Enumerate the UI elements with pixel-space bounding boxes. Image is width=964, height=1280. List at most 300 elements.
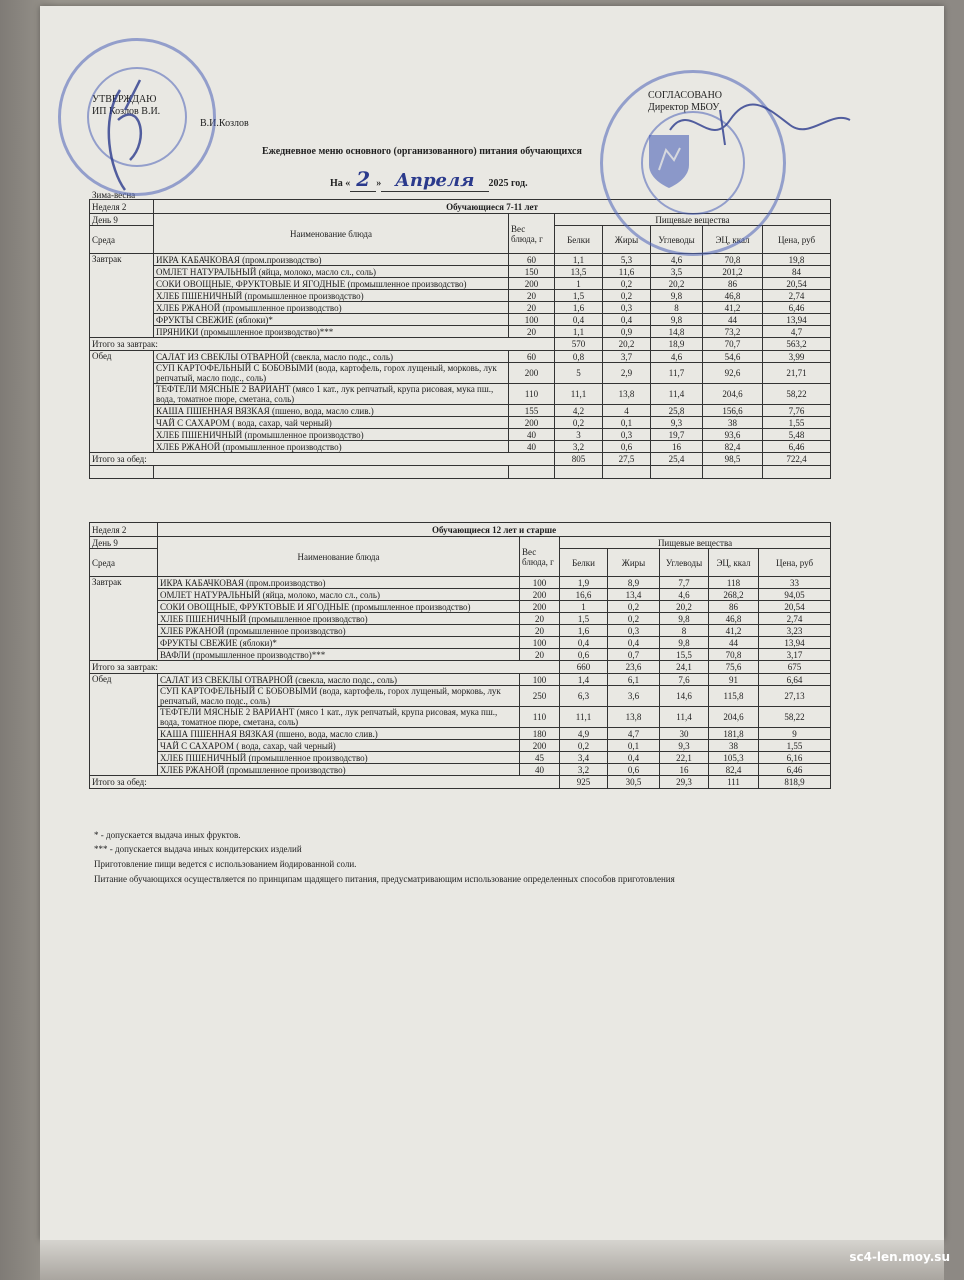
weight-value: 20 <box>509 326 555 338</box>
price-value: 9 <box>759 728 831 740</box>
weight-value: 110 <box>509 384 555 405</box>
weight-value: 100 <box>509 314 555 326</box>
price-value: 3,99 <box>763 351 831 363</box>
carbs-header: Углеводы <box>651 226 703 254</box>
energy-value: 118 <box>709 577 759 589</box>
carbs-value: 19,7 <box>651 429 703 441</box>
season-label: Зима-весна <box>92 190 136 200</box>
energy-value: 46,8 <box>709 613 759 625</box>
price-value: 19,8 <box>763 254 831 266</box>
energy-value: 204,6 <box>703 384 763 405</box>
fats-value: 0,2 <box>608 613 660 625</box>
lunch-rows <box>90 674 831 776</box>
energy-value: 91 <box>709 674 759 686</box>
proteins-value: 0,8 <box>555 351 603 363</box>
proteins-value: 1,9 <box>560 577 608 589</box>
table-row <box>90 674 831 686</box>
fats-header: Жиры <box>603 226 651 254</box>
price-value: 13,94 <box>763 314 831 326</box>
carbs-value: 11,4 <box>651 384 703 405</box>
proteins-value: 13,5 <box>555 266 603 278</box>
table-row <box>90 637 831 649</box>
breakfast-rows <box>90 577 831 661</box>
carbs-value: 14,8 <box>651 326 703 338</box>
fats-value: 0,3 <box>608 625 660 637</box>
dish-name: ХЛЕБ РЖАНОЙ (промышленное производство) <box>154 441 509 453</box>
breakfast-rows <box>90 254 831 338</box>
right-signature <box>660 90 860 160</box>
dish-name: ВАФЛИ (промышленное производство)*** <box>158 649 520 661</box>
weight-header: Вес блюда, г <box>520 537 560 577</box>
weight-value: 100 <box>520 637 560 649</box>
price-value: 7,76 <box>763 405 831 417</box>
energy-value: 92,6 <box>703 363 763 384</box>
breakfast-total-row <box>90 338 831 351</box>
dish-name: САЛАТ ИЗ СВЕКЛЫ ОТВАРНОЙ (свекла, масло подс., соль) <box>158 674 520 686</box>
weekday-cell: Среда <box>90 226 154 254</box>
fats-value: 0,2 <box>603 290 651 302</box>
fats-value: 2,9 <box>603 363 651 384</box>
note-confectionery: *** - допускается выдача иных кондитерских изделий <box>94 844 302 854</box>
date-mid: » <box>376 178 382 189</box>
carbs-value: 8 <box>660 625 709 637</box>
dish-name: ИКРА КАБАЧКОВАЯ (пром.производство) <box>154 254 509 266</box>
fats-value: 8,9 <box>608 577 660 589</box>
total-value: 570 <box>555 338 603 351</box>
day-cell: День 9 <box>90 214 154 226</box>
weight-value: 40 <box>520 764 560 776</box>
carbs-header: Углеводы <box>660 549 709 577</box>
left-signature <box>80 60 180 200</box>
weight-value: 200 <box>509 278 555 290</box>
proteins-value: 3,2 <box>555 441 603 453</box>
proteins-value: 11,1 <box>555 384 603 405</box>
fats-value: 11,6 <box>603 266 651 278</box>
table-row <box>90 290 831 302</box>
proteins-value: 11,1 <box>560 707 608 728</box>
carbs-value: 9,8 <box>651 290 703 302</box>
carbs-value: 7,7 <box>660 577 709 589</box>
approve-name: ИП Козлов В.И. <box>92 106 161 117</box>
approve-signature-name: В.И.Козлов <box>200 118 249 129</box>
proteins-value: 6,3 <box>560 686 608 707</box>
document-title: Ежедневное меню основного (организованного) питания обучающихся <box>262 146 582 157</box>
price-value: 3,23 <box>759 625 831 637</box>
date-day: 2 <box>350 167 376 192</box>
fats-value: 13,8 <box>603 384 651 405</box>
fats-value: 0,1 <box>603 417 651 429</box>
price-value: 1,55 <box>759 740 831 752</box>
table-row <box>90 764 831 776</box>
table-row <box>90 589 831 601</box>
price-value: 6,46 <box>763 441 831 453</box>
total-value: 25,4 <box>651 453 703 466</box>
energy-value: 73,2 <box>703 326 763 338</box>
total-value: 23,6 <box>608 661 660 674</box>
total-value: 818,9 <box>759 776 831 789</box>
dish-name: КАША ПШЕННАЯ ВЯЗКАЯ (пшено, вода, масло слив.) <box>158 728 520 740</box>
menu-table-12-plus <box>89 522 831 789</box>
table-row <box>90 752 831 764</box>
table-row <box>90 728 831 740</box>
proteins-header: Белки <box>555 226 603 254</box>
fats-value: 0,7 <box>608 649 660 661</box>
carbs-value: 4,6 <box>660 589 709 601</box>
table-row <box>90 326 831 338</box>
price-value: 6,16 <box>759 752 831 764</box>
carbs-value: 14,6 <box>660 686 709 707</box>
proteins-value: 1,6 <box>560 625 608 637</box>
fats-value: 0,6 <box>608 764 660 776</box>
carbs-value: 9,8 <box>651 314 703 326</box>
fats-value: 0,2 <box>603 278 651 290</box>
total-value: 27,5 <box>603 453 651 466</box>
energy-value: 41,2 <box>709 625 759 637</box>
weight-value: 180 <box>520 728 560 740</box>
dish-name: ЧАЙ С САХАРОМ ( вода, сахар, чай черный) <box>158 740 520 752</box>
carbs-value: 7,6 <box>660 674 709 686</box>
proteins-value: 0,2 <box>555 417 603 429</box>
carbs-value: 22,1 <box>660 752 709 764</box>
fats-value: 0,2 <box>608 601 660 613</box>
energy-value: 93,6 <box>703 429 763 441</box>
proteins-value: 0,6 <box>560 649 608 661</box>
fats-value: 13,8 <box>608 707 660 728</box>
dish-name: ТЕФТЕЛИ МЯСНЫЕ 2 ВАРИАНТ (мясо 1 кат., лук репчатый, крупа рисовая, мука пш., вода, томатное пюре, сметана, соль) <box>154 384 509 405</box>
date-month: Апреля <box>381 170 488 192</box>
carbs-value: 9,8 <box>660 613 709 625</box>
dish-name: ОМЛЕТ НАТУРАЛЬНЫЙ (яйца, молоко, масло сл., соль) <box>158 589 520 601</box>
energy-value: 41,2 <box>703 302 763 314</box>
weight-value: 150 <box>509 266 555 278</box>
carbs-value: 11,4 <box>660 707 709 728</box>
table-row <box>90 363 831 384</box>
carbs-value: 15,5 <box>660 649 709 661</box>
table-row <box>90 686 831 707</box>
weight-value: 100 <box>520 577 560 589</box>
proteins-value: 1 <box>555 278 603 290</box>
dish-name: ХЛЕБ РЖАНОЙ (промышленное производство) <box>158 625 520 637</box>
fats-value: 0,1 <box>608 740 660 752</box>
total-value: 20,2 <box>603 338 651 351</box>
weight-value: 60 <box>509 254 555 266</box>
weight-value: 20 <box>520 613 560 625</box>
total-value: 660 <box>560 661 608 674</box>
total-value: 29,3 <box>660 776 709 789</box>
weight-value: 200 <box>520 601 560 613</box>
total-value: 675 <box>759 661 831 674</box>
proteins-value: 0,2 <box>560 740 608 752</box>
table-row <box>90 266 831 278</box>
table-row <box>90 625 831 637</box>
dish-name: СУП КАРТОФЕЛЬНЫЙ С БОБОВЫМИ (вода, картофель, горох лущеный, морковь, лук репчатый, масло подс., соль) <box>158 686 520 707</box>
proteins-value: 4,2 <box>555 405 603 417</box>
energy-header: ЭЦ, ккал <box>709 549 759 577</box>
table-row <box>90 351 831 363</box>
meal-label: Обед <box>90 674 158 776</box>
fats-value: 0,4 <box>608 752 660 764</box>
weight-value: 20 <box>509 302 555 314</box>
proteins-value: 0,4 <box>560 637 608 649</box>
dish-name: ХЛЕБ ПШЕНИЧНЫЙ (промышленное производство) <box>158 613 520 625</box>
price-value: 5,48 <box>763 429 831 441</box>
fats-value: 0,9 <box>603 326 651 338</box>
carbs-value: 4,6 <box>651 351 703 363</box>
energy-value: 201,2 <box>703 266 763 278</box>
energy-value: 156,6 <box>703 405 763 417</box>
nutrients-header: Пищевые вещества <box>555 214 831 226</box>
energy-value: 86 <box>709 601 759 613</box>
carbs-value: 9,3 <box>660 740 709 752</box>
meal-label: Завтрак <box>90 577 158 661</box>
price-header: Цена, руб <box>759 549 831 577</box>
total-value: 563,2 <box>763 338 831 351</box>
weight-value: 200 <box>509 417 555 429</box>
week-cell: Неделя 2 <box>90 523 158 537</box>
energy-value: 105,3 <box>709 752 759 764</box>
dish-name: ХЛЕБ РЖАНОЙ (промышленное производство) <box>158 764 520 776</box>
fats-value: 0,3 <box>603 429 651 441</box>
price-value: 27,13 <box>759 686 831 707</box>
table-row <box>90 417 831 429</box>
energy-value: 115,8 <box>709 686 759 707</box>
table-row <box>90 577 831 589</box>
table-row <box>90 254 831 266</box>
price-value: 4,7 <box>763 326 831 338</box>
dish-name: ЧАЙ С САХАРОМ ( вода, сахар, чай черный) <box>154 417 509 429</box>
approve-title: УТВЕРЖДАЮ <box>92 94 157 105</box>
price-value: 2,74 <box>763 290 831 302</box>
weight-value: 200 <box>520 589 560 601</box>
table-row <box>90 278 831 290</box>
total-label: Итого за обед: <box>90 453 555 466</box>
fats-value: 0,4 <box>603 314 651 326</box>
weight-header: Вес блюда, г <box>509 214 555 254</box>
weight-value: 60 <box>509 351 555 363</box>
weight-value: 40 <box>509 441 555 453</box>
proteins-value: 1,5 <box>555 290 603 302</box>
dish-name: ФРУКТЫ СВЕЖИЕ (яблоки)* <box>158 637 520 649</box>
energy-value: 268,2 <box>709 589 759 601</box>
proteins-value: 5 <box>555 363 603 384</box>
sheet-shadow <box>40 1240 944 1280</box>
dish-name: ИКРА КАБАЧКОВАЯ (пром.производство) <box>158 577 520 589</box>
weekday-cell: Среда <box>90 549 158 577</box>
dish-name-header: Наименование блюда <box>158 537 520 577</box>
price-value: 33 <box>759 577 831 589</box>
weight-value: 110 <box>520 707 560 728</box>
dish-name: ХЛЕБ ПШЕНИЧНЫЙ (промышленное производство) <box>158 752 520 764</box>
total-label: Итого за обед: <box>90 776 560 789</box>
energy-value: 181,8 <box>709 728 759 740</box>
weight-value: 100 <box>520 674 560 686</box>
lunch-rows <box>90 351 831 453</box>
table-row <box>90 707 831 728</box>
total-value: 70,7 <box>703 338 763 351</box>
proteins-value: 1,1 <box>555 254 603 266</box>
energy-value: 38 <box>709 740 759 752</box>
carbs-value: 25,8 <box>651 405 703 417</box>
meal-label: Обед <box>90 351 154 453</box>
price-value: 6,64 <box>759 674 831 686</box>
nutrients-header: Пищевые вещества <box>560 537 831 549</box>
proteins-header: Белки <box>560 549 608 577</box>
total-value: 722,4 <box>763 453 831 466</box>
group-header: Обучающиеся 7-11 лет <box>154 200 831 214</box>
total-value: 111 <box>709 776 759 789</box>
energy-value: 204,6 <box>709 707 759 728</box>
proteins-value: 4,9 <box>560 728 608 740</box>
carbs-value: 16 <box>660 764 709 776</box>
total-label: Итого за завтрак: <box>90 338 555 351</box>
total-value: 98,5 <box>703 453 763 466</box>
energy-value: 86 <box>703 278 763 290</box>
table-row <box>90 314 831 326</box>
proteins-value: 1,6 <box>555 302 603 314</box>
weight-value: 20 <box>520 625 560 637</box>
dish-name: КАША ПШЕННАЯ ВЯЗКАЯ (пшено, вода, масло слив.) <box>154 405 509 417</box>
dish-name: ХЛЕБ РЖАНОЙ (промышленное производство) <box>154 302 509 314</box>
proteins-value: 16,6 <box>560 589 608 601</box>
dish-name: СУП КАРТОФЕЛЬНЫЙ С БОБОВЫМИ (вода, картофель, горох лущеный, морковь, лук репчатый, масло подс., соль) <box>154 363 509 384</box>
table-row <box>90 613 831 625</box>
proteins-value: 1,4 <box>560 674 608 686</box>
price-value: 20,54 <box>763 278 831 290</box>
price-value: 2,74 <box>759 613 831 625</box>
energy-header: ЭЦ, ккал <box>703 226 763 254</box>
carbs-value: 30 <box>660 728 709 740</box>
fats-value: 0,3 <box>603 302 651 314</box>
total-value: 18,9 <box>651 338 703 351</box>
price-value: 3,17 <box>759 649 831 661</box>
total-value: 805 <box>555 453 603 466</box>
energy-value: 70,8 <box>709 649 759 661</box>
fats-value: 3,7 <box>603 351 651 363</box>
energy-value: 44 <box>709 637 759 649</box>
dish-name: ТЕФТЕЛИ МЯСНЫЕ 2 ВАРИАНТ (мясо 1 кат., лук репчатый, крупа рисовая, мука пш., вода, томатное пюре, сметана, соль) <box>158 707 520 728</box>
weight-value: 40 <box>509 429 555 441</box>
energy-value: 70,8 <box>703 254 763 266</box>
energy-value: 82,4 <box>703 441 763 453</box>
proteins-value: 3 <box>555 429 603 441</box>
dish-name: ФРУКТЫ СВЕЖИЕ (яблоки)* <box>154 314 509 326</box>
site-watermark: sc4-len.moy.su <box>849 1250 950 1264</box>
dish-name: СОКИ ОВОЩНЫЕ, ФРУКТОВЫЕ И ЯГОДНЫЕ (промышленное производство) <box>158 601 520 613</box>
price-value: 58,22 <box>763 384 831 405</box>
energy-value: 82,4 <box>709 764 759 776</box>
weight-value: 155 <box>509 405 555 417</box>
carbs-value: 4,6 <box>651 254 703 266</box>
dish-name: САЛАТ ИЗ СВЕКЛЫ ОТВАРНОЙ (свекла, масло подс., соль) <box>154 351 509 363</box>
carbs-value: 20,2 <box>651 278 703 290</box>
table-row <box>90 302 831 314</box>
dish-name-header: Наименование блюда <box>154 214 509 254</box>
proteins-value: 1,1 <box>555 326 603 338</box>
proteins-value: 1 <box>560 601 608 613</box>
fats-value: 4 <box>603 405 651 417</box>
table-row <box>90 384 831 405</box>
carbs-value: 9,8 <box>660 637 709 649</box>
weight-value: 20 <box>520 649 560 661</box>
fats-value: 0,6 <box>603 441 651 453</box>
meal-label: Завтрак <box>90 254 154 338</box>
weight-value: 200 <box>509 363 555 384</box>
fats-value: 13,4 <box>608 589 660 601</box>
weight-value: 250 <box>520 686 560 707</box>
fats-value: 5,3 <box>603 254 651 266</box>
day-cell: День 9 <box>90 537 158 549</box>
price-value: 13,94 <box>759 637 831 649</box>
fats-value: 6,1 <box>608 674 660 686</box>
energy-value: 54,6 <box>703 351 763 363</box>
total-value: 925 <box>560 776 608 789</box>
price-value: 20,54 <box>759 601 831 613</box>
table-row <box>90 649 831 661</box>
date-suffix: 2025 год. <box>488 178 528 189</box>
agree-position: Директор МБОУ <box>648 102 720 113</box>
total-value: 24,1 <box>660 661 709 674</box>
fats-value: 4,7 <box>608 728 660 740</box>
table-row <box>90 441 831 453</box>
price-value: 21,71 <box>763 363 831 384</box>
price-header: Цена, руб <box>763 226 831 254</box>
price-value: 6,46 <box>759 764 831 776</box>
price-value: 94,05 <box>759 589 831 601</box>
lunch-total-row <box>90 776 831 789</box>
fats-header: Жиры <box>608 549 660 577</box>
price-value: 1,55 <box>763 417 831 429</box>
weight-value: 20 <box>509 290 555 302</box>
week-cell: Неделя 2 <box>90 200 154 214</box>
proteins-value: 0,4 <box>555 314 603 326</box>
proteins-value: 1,5 <box>560 613 608 625</box>
dish-name: СОКИ ОВОЩНЫЕ, ФРУКТОВЫЕ И ЯГОДНЫЕ (промышленное производство) <box>154 278 509 290</box>
proteins-value: 3,4 <box>560 752 608 764</box>
carbs-value: 16 <box>651 441 703 453</box>
total-value: 75,6 <box>709 661 759 674</box>
table-row <box>90 405 831 417</box>
price-value: 84 <box>763 266 831 278</box>
fats-value: 3,6 <box>608 686 660 707</box>
carbs-value: 11,7 <box>651 363 703 384</box>
date-line <box>330 167 528 191</box>
note-fruits: * - допускается выдача иных фруктов. <box>94 830 241 840</box>
note-iodized-salt: Приготовление пищи ведется с использованием йодированной соли. <box>94 859 357 869</box>
table-row <box>90 740 831 752</box>
dish-name: ХЛЕБ ПШЕНИЧНЫЙ (промышленное производство) <box>154 429 509 441</box>
energy-value: 46,8 <box>703 290 763 302</box>
dish-name: ХЛЕБ ПШЕНИЧНЫЙ (промышленное производство) <box>154 290 509 302</box>
dish-name: ОМЛЕТ НАТУРАЛЬНЫЙ (яйца, молоко, масло сл., соль) <box>154 266 509 278</box>
lunch-total-row <box>90 453 831 466</box>
group-header: Обучающиеся 12 лет и старше <box>158 523 831 537</box>
weight-value: 45 <box>520 752 560 764</box>
weight-value: 200 <box>520 740 560 752</box>
carbs-value: 20,2 <box>660 601 709 613</box>
energy-value: 38 <box>703 417 763 429</box>
energy-value: 44 <box>703 314 763 326</box>
dish-name: ПРЯНИКИ (промышленное производство)*** <box>154 326 509 338</box>
breakfast-total-row <box>90 661 831 674</box>
carbs-value: 3,5 <box>651 266 703 278</box>
table-row <box>90 429 831 441</box>
agree-title: СОГЛАСОВАНО <box>648 90 723 101</box>
carbs-value: 8 <box>651 302 703 314</box>
total-label: Итого за завтрак: <box>90 661 560 674</box>
proteins-value: 3,2 <box>560 764 608 776</box>
date-prefix: На « <box>330 178 351 189</box>
table-row <box>90 601 831 613</box>
